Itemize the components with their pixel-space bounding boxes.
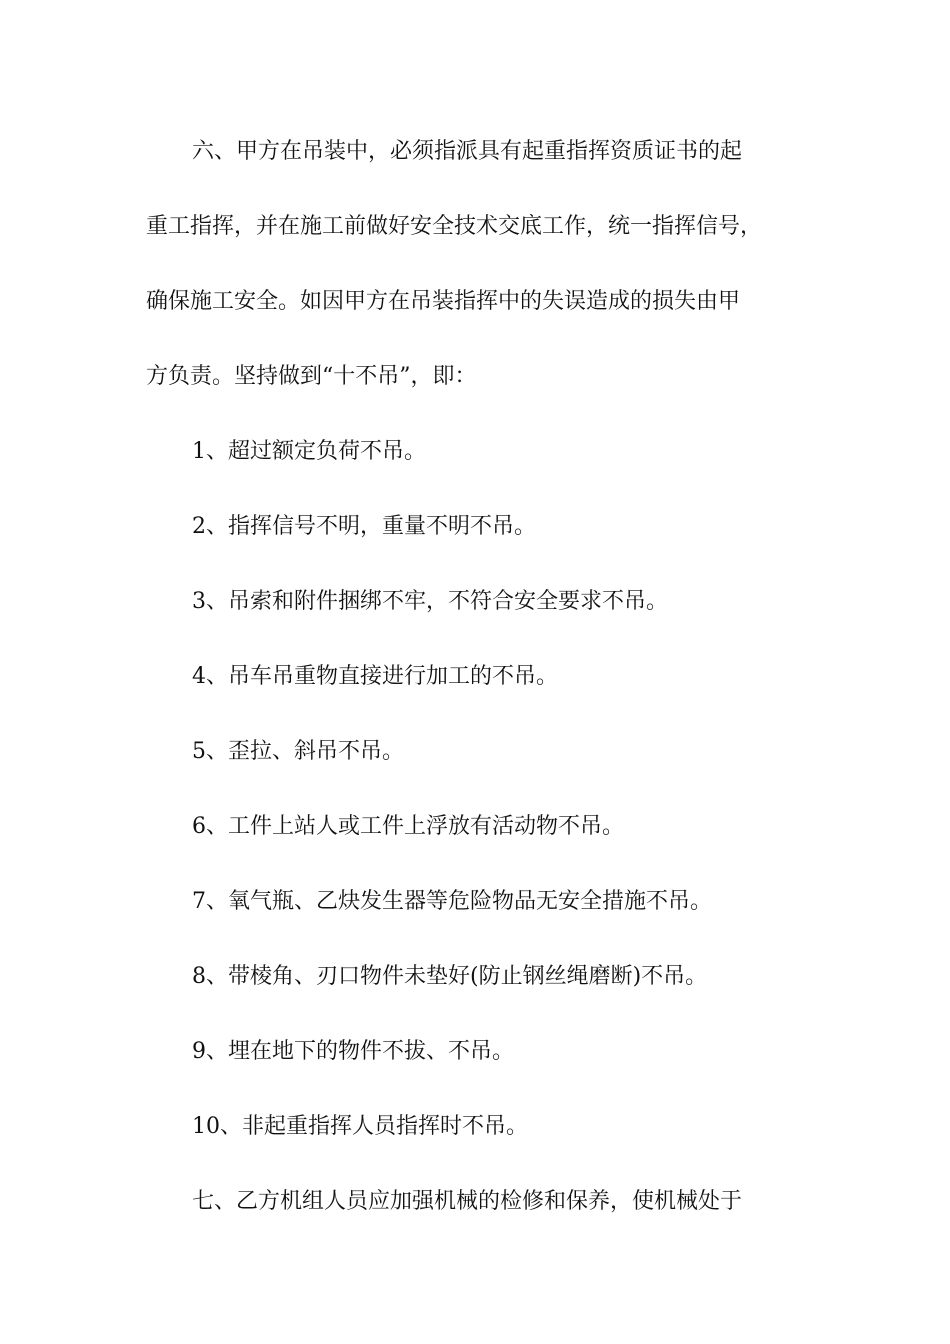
rule-item-1: 1、超过额定负荷不吊。 <box>192 439 426 464</box>
paragraph-seven-line-1: 七、乙方机组人员应加强机械的检修和保养，使机械处于 <box>192 1189 743 1214</box>
rule-item-4: 4、吊车吊重物直接进行加工的不吊。 <box>192 664 558 689</box>
paragraph-six-line-4: 方负责。坚持做到“十不吊”，即： <box>146 364 477 389</box>
rule-item-9: 9、埋在地下的物件不拔、不吊。 <box>192 1039 514 1064</box>
rule-item-2: 2、指挥信号不明，重量不明不吊。 <box>192 514 536 539</box>
rule-item-3: 3、吊索和附件捆绑不牢，不符合安全要求不吊。 <box>192 589 668 614</box>
rule-item-10: 10、非起重指挥人员指挥时不吊。 <box>192 1114 528 1139</box>
rule-item-7: 7、氧气瓶、乙炔发生器等危险物品无安全措施不吊。 <box>192 889 712 914</box>
paragraph-six-line-3: 确保施工安全。如因甲方在吊装指挥中的失误造成的损失由甲 <box>146 289 741 314</box>
rule-item-8: 8、带棱角、刃口物件未垫好(防止钢丝绳磨断)不吊。 <box>192 964 708 989</box>
rule-item-6: 6、工件上站人或工件上浮放有活动物不吊。 <box>192 814 624 839</box>
paragraph-six-line-1: 六、甲方在吊装中，必须指派具有起重指挥资质证书的起 <box>192 139 743 164</box>
rule-item-5: 5、歪拉、斜吊不吊。 <box>192 739 404 764</box>
paragraph-six-line-2: 重工指挥，并在施工前做好安全技术交底工作，统一指挥信号， <box>146 214 763 239</box>
